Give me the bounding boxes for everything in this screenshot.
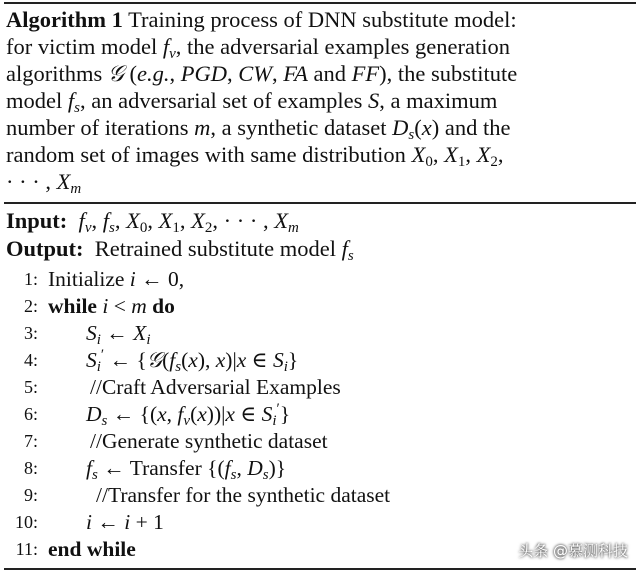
bottom-rule <box>4 568 636 570</box>
step-number: 6: <box>23 404 38 424</box>
watermark: 头条 @慕测科技 <box>518 542 628 560</box>
output-label: Output: <box>6 236 84 261</box>
output-value: Retrained substitute model $f_s$ <box>89 236 354 264</box>
output-line <box>6 236 354 262</box>
header-rule <box>4 202 636 204</box>
caption-line-3: algorithms 𝒢 (e.g., PGD, CW, FA and FF), the substitute <box>6 61 518 86</box>
step-number: 1: <box>23 269 38 289</box>
step-number: 9: <box>23 485 38 505</box>
comment-generate: //Generate synthetic dataset <box>90 429 328 453</box>
caption-line-7: · · · , $X_m$ <box>6 169 82 197</box>
step-number: 4: <box>23 350 38 370</box>
step-number: 5: <box>23 377 38 397</box>
step-number: 7: <box>23 431 38 451</box>
step-number: 8: <box>23 458 38 478</box>
caption-line-6: random set of images with same distribution $X_0$, $X_1$, $X_2$, <box>6 142 504 170</box>
caption-line-5: number of iterations m, a synthetic dataset $D_s(x)$ and the <box>6 115 511 143</box>
step-number: 11: <box>15 539 38 559</box>
step-number: 10: <box>14 512 38 532</box>
input-line <box>6 208 299 234</box>
input-label: Input: <box>6 208 68 233</box>
step-number: 2: <box>23 296 38 316</box>
caption-line-1: Algorithm 1 Training process of DNN substitute model: <box>6 7 517 32</box>
caption-line-4: model $f_s$, an adversarial set of examples S, a maximum <box>6 88 498 116</box>
top-rule <box>4 2 636 4</box>
comment-transfer: //Transfer for the synthetic dataset <box>96 483 391 507</box>
comment-craft: //Craft Adversarial Examples <box>90 375 341 399</box>
caption-line-2: for victim model $f_v$, the adversarial examples generation <box>6 34 511 62</box>
input-value: $f_v$, $f_s$, $X_0$, $X_1$, $X_2$, · · · , $X_m$ <box>78 208 299 236</box>
algorithm-caption <box>6 6 634 195</box>
algorithm-box: Algorithm 1 Training process of DNN substitute model: for victim model $f_v$, the adversarial examples generation algorithms 𝒢 (e.g., PGD, CW, FA and FF), the substitute model $f_s$, an adversarial set of examples S, a maximum number of iterations m, a synthetic dataset $D_s(x)$ and the random set of images with same distribution $X_0$, $X_1$, $X_2$, · · · , $X_m$ Input: $f_v$, $f_s$, $X_0$, $X_1$, $X_2$, · · · , $X_m$ Output: Retrained substitute model $f_s$ 1: Initialize i ← 0, 2: while i < m do 3: $S_i$ ← $X_i$ 4: $S_i'$ ← {$𝒢(f_s(x)$, x)|x ∈ $S_i$} 5: //Craft Adversarial Examples 6: $D_s$ ← {(x, $f_v(x))|x$ ∈ $S_i'$} 7: //Generate synthetic dataset 8: $f_s$ ← Transfer {($f_s$, $D_s$)} 9: //Transfer for the synthetic dataset 10: i ← i + 1 11: end while 头条 @慕测科技 <box>0 0 640 580</box>
algorithm-label: Algorithm 1 <box>6 7 123 32</box>
step-number: 3: <box>23 323 38 343</box>
